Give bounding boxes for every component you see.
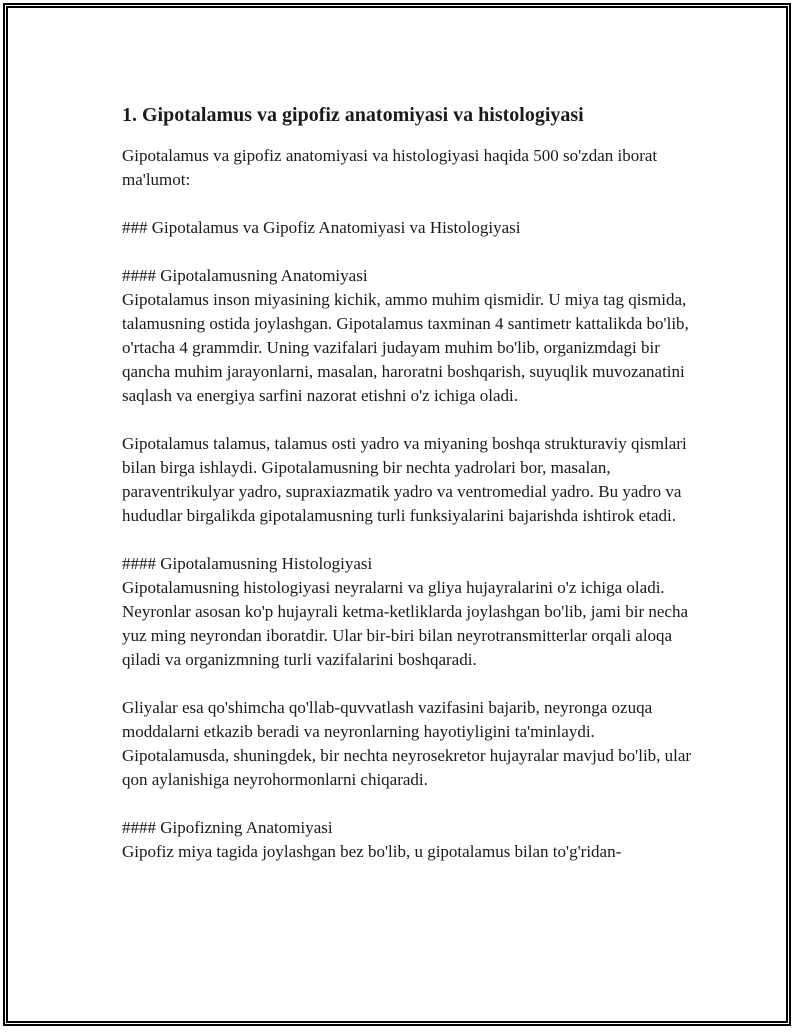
subsection-title-histology: #### Gipotalamusning Histologiyasi	[122, 554, 373, 573]
section-title: ### Gipotalamus va Gipofiz Anatomiyasi va Histologiyasi	[122, 218, 521, 237]
intro-paragraph: Gipotalamus va gipofiz anatomiyasi va histologiyasi haqida 500 so'zdan iborat ma'lumot:	[122, 146, 658, 189]
subsection-title-pituitary: #### Gipofizning Anatomiyasi	[122, 818, 333, 837]
paragraph-histology-2: Gliyalar esa qo'shimcha qo'llab-quvvatlash vazifasini bajarib, neyronga ozuqa moddalarni etkazib beradi va neyronlarning hayotiyligini ta'minlaydi. Gipotalamusda, shuningdek, bir nechta neyrosekretor hujayralar mavjud bo'lib, ular qon aylanishiga neyrohormonlarni chiqaradi.	[122, 698, 692, 789]
subsection-title-anatomy: #### Gipotalamusning Anatomiyasi	[122, 266, 368, 285]
paragraph-pituitary-1: Gipofiz miya tagida joylashgan bez bo'lib, u gipotalamus bilan to'g'ridan-	[122, 842, 622, 861]
paragraph-anatomy-2: Gipotalamus talamus, talamus osti yadro va miyaning boshqa strukturaviy qismlari bilan birga ishlaydi. Gipotalamusning bir nechta yadrolari bor, masalan, paraventrikulyar yadro, supraxiazmatik yadro va ventromedial yadro. Bu yadro va hududlar birgalikda gipotalamusning turli funksiyalarini bajarishda ishtirok etadi.	[122, 434, 687, 525]
paragraph-anatomy-1: Gipotalamus inson miyasining kichik, ammo muhim qismidir. U miya tag qismida, talamusning ostida joylashgan. Gipotalamus taxminan 4 santimetr kattalikda bo'lib, o'rtacha 4 grammdir. Uning vazifalari judayam muhim bo'lib, organizmdagi bir qancha muhim jarayonlarni, masalan, haroratni boshqarish, suyuqlik muvozanatini saqlash va energiya sarfini nazorat etishni o'z ichiga oladi.	[122, 290, 689, 405]
document-page	[3, 3, 791, 1026]
document-body	[122, 102, 702, 864]
paragraph-histology-1: Gipotalamusning histologiyasi neyralarni va gliya hujayralarini o'z ichiga oladi. Neyronlar asosan ko'p hujayrali ketma-ketliklarda joylashgan bo'lib, jami bir necha yuz ming neyrondan iboratdir. Ular bir-biri bilan neyrotransmitterlar orqali aloqa qiladi va organizmning turli vazifalarini boshqaradi.	[122, 578, 689, 669]
document-heading: 1. Gipotalamus va gipofiz anatomiyasi va histologiyasi	[122, 104, 584, 126]
